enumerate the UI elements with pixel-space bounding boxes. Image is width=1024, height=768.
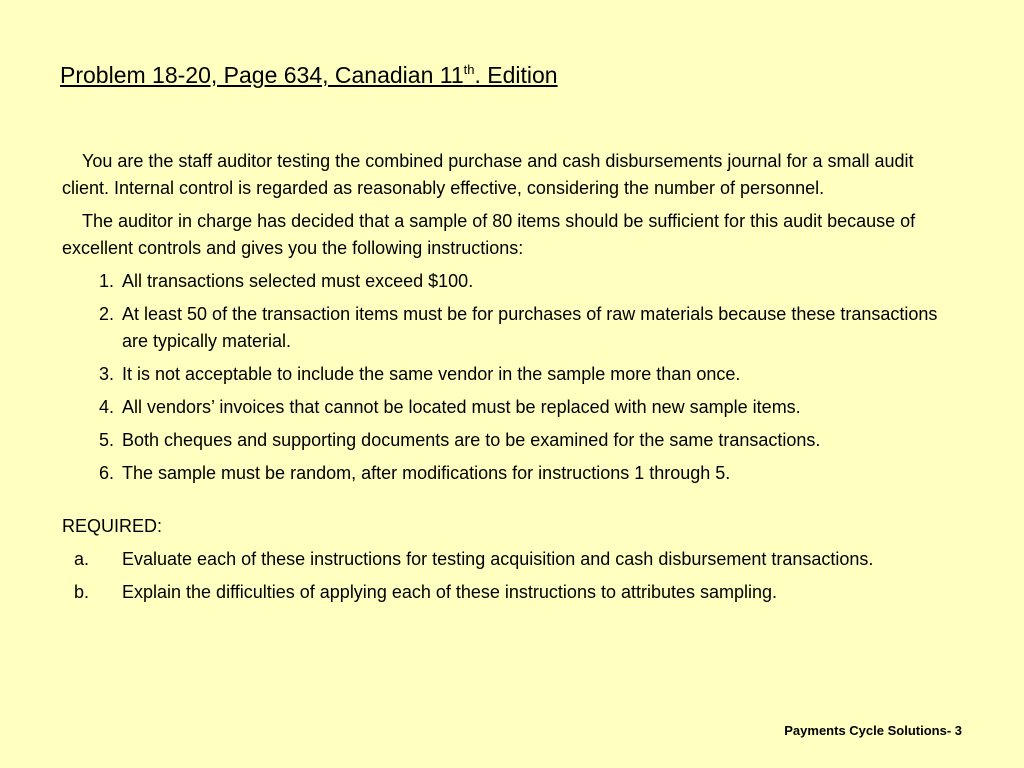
list-item <box>62 546 962 573</box>
slide-title <box>60 62 558 89</box>
list-number: 5. <box>98 430 114 450</box>
list-item <box>62 460 962 487</box>
list-item-text: At least 50 of the transaction items must be for purchases of raw materials because these transactions are typically material. <box>122 304 938 351</box>
list-item-text: Both cheques and supporting documents are to be examined for the same transactions. <box>122 430 821 450</box>
title-main: Problem 18-20, Page 634, Canadian 11 <box>60 62 464 88</box>
title-suffix: . Edition <box>474 62 558 88</box>
list-item-text: All transactions selected must exceed $100. <box>122 271 474 291</box>
title-superscript: th <box>463 62 475 77</box>
instructions-list <box>62 268 962 487</box>
instructions-intro-paragraph: The auditor in charge has decided that a sample of 80 items should be sufficient for this audit because of excellent controls and gives you the following instructions: <box>62 211 916 258</box>
list-number: 1. <box>98 271 114 291</box>
list-item-text: All vendors’ invoices that cannot be located must be replaced with new sample items. <box>122 397 801 417</box>
intro-paragraph: You are the staff auditor testing the combined purchase and cash disbursements journal for a small audit client. Internal control is regarded as reasonably effective, considering the number of personnel. <box>62 151 914 198</box>
slide-footer: Payments Cycle Solutions- 3 <box>784 723 962 738</box>
list-number: 2. <box>98 304 114 324</box>
list-item-text: Evaluate each of these instructions for testing acquisition and cash disbursement transactions. <box>122 549 874 569</box>
required-heading: REQUIRED: <box>62 516 163 536</box>
list-letter: b. <box>74 582 90 602</box>
list-item <box>62 301 962 355</box>
slide-body <box>62 148 962 612</box>
list-item <box>62 427 962 454</box>
list-item <box>62 394 962 421</box>
list-number: 3. <box>98 364 114 384</box>
list-item <box>62 268 962 295</box>
list-number: 4. <box>98 397 114 417</box>
list-item-text: The sample must be random, after modifications for instructions 1 through 5. <box>122 463 731 483</box>
list-item-text: Explain the difficulties of applying each of these instructions to attributes sampling. <box>122 582 778 602</box>
list-letter: a. <box>74 549 90 569</box>
requirements-list <box>62 546 962 606</box>
list-item-text: It is not acceptable to include the same vendor in the sample more than once. <box>122 364 741 384</box>
list-item <box>62 579 962 606</box>
list-item <box>62 361 962 388</box>
list-number: 6. <box>98 463 114 483</box>
